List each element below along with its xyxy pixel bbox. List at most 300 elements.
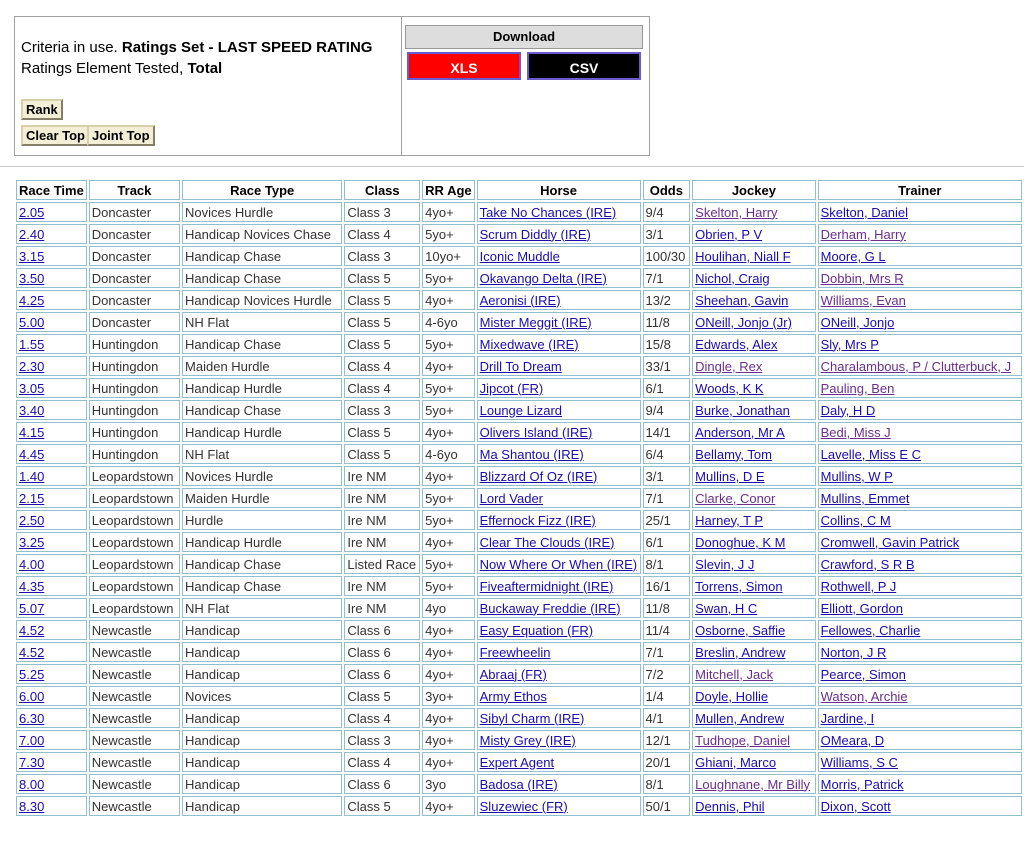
cell-race-type: Handicap Novices Chase (182, 224, 342, 244)
cell-horse (477, 378, 641, 398)
jockey-link[interactable]: Mitchell, Jack (695, 666, 774, 682)
cell-race-time (16, 378, 87, 398)
cell-rr-age: 4yo+ (422, 708, 474, 728)
trainer-link[interactable]: Lavelle, Miss E C (820, 446, 922, 462)
cell-horse (477, 796, 641, 816)
cell-horse (477, 554, 641, 574)
horse-link[interactable]: Drill To Dream (479, 358, 562, 374)
trainer-link[interactable]: Collins, C M (820, 512, 891, 528)
cell-race-type: Handicap Chase (182, 246, 342, 266)
jockey-link[interactable]: Anderson, Mr A (695, 424, 785, 440)
cell-odds: 8/1 (643, 554, 691, 574)
jockey-link[interactable]: Houlihan, Niall F (695, 248, 791, 264)
cell-rr-age: 4yo+ (422, 202, 474, 222)
cell-race-time (16, 268, 87, 288)
cell-race-time (16, 796, 87, 816)
cell-jockey (692, 620, 815, 640)
cell-race-type: Maiden Hurdle (182, 488, 342, 508)
jockey-link[interactable]: Mullen, Andrew (695, 710, 785, 726)
cell-odds: 11/4 (643, 620, 691, 640)
table-row (16, 488, 1022, 508)
trainer-link[interactable]: Watson, Archie (820, 688, 908, 704)
jockey-link[interactable]: Nichol, Craig (695, 270, 770, 286)
cell-class: Class 5 (344, 686, 420, 706)
column-header-race-type: Race Type (182, 180, 342, 200)
cell-track: Newcastle (89, 730, 180, 750)
cell-horse (477, 334, 641, 354)
trainer-link[interactable]: Mullins, W P (820, 468, 893, 484)
cell-jockey (692, 224, 815, 244)
cell-odds: 12/1 (643, 730, 691, 750)
cell-jockey (692, 642, 815, 662)
trainer-link[interactable]: Dixon, Scott (820, 798, 891, 814)
cell-horse (477, 620, 641, 640)
cell-trainer (818, 444, 1022, 464)
table-row (16, 356, 1022, 376)
cell-race-type: Novices (182, 686, 342, 706)
cell-jockey (692, 752, 815, 772)
race-time-link[interactable]: 3.25 (19, 534, 45, 550)
trainer-link[interactable]: Crawford, S R B (820, 556, 915, 572)
cell-class: Ire NM (344, 576, 420, 596)
race-time-link[interactable]: 3.40 (19, 402, 45, 418)
cell-race-time (16, 686, 87, 706)
table-row (16, 224, 1022, 244)
cell-jockey (692, 422, 815, 442)
cell-trainer (818, 554, 1022, 574)
cell-jockey (692, 796, 815, 816)
cell-odds: 20/1 (643, 752, 691, 772)
cell-rr-age: 4yo+ (422, 532, 474, 552)
horse-link[interactable]: Sibyl Charm (IRE) (479, 710, 585, 726)
cell-class: Class 3 (344, 202, 420, 222)
cell-rr-age: 5yo+ (422, 334, 474, 354)
cell-track: Doncaster (89, 312, 180, 332)
cell-class: Class 4 (344, 708, 420, 728)
cell-race-time (16, 246, 87, 266)
race-time-link[interactable]: 2.15 (19, 490, 45, 506)
table-row (16, 466, 1022, 486)
cell-class: Class 5 (344, 796, 420, 816)
jockey-link[interactable]: Doyle, Hollie (695, 688, 769, 704)
column-header-race-time: Race Time (16, 180, 87, 200)
jockey-link[interactable]: Skelton, Harry (695, 204, 778, 220)
cell-trainer (818, 334, 1022, 354)
trainer-link[interactable]: Moore, G L (820, 248, 886, 264)
race-time-link[interactable]: 1.55 (19, 336, 45, 352)
cell-jockey (692, 554, 815, 574)
cell-trainer (818, 686, 1022, 706)
race-time-link[interactable]: 5.07 (19, 600, 45, 616)
horse-link[interactable]: Sluzewiec (FR) (479, 798, 568, 814)
jockey-link[interactable]: Sheehan, Gavin (695, 292, 789, 308)
cell-rr-age: 5yo+ (422, 488, 474, 508)
cell-race-type: Handicap Hurdle (182, 378, 342, 398)
cell-rr-age: 4-6yo (422, 312, 474, 332)
horse-link[interactable]: Effernock Fizz (IRE) (479, 512, 596, 528)
csv-download-button[interactable]: CSV (527, 52, 641, 80)
cell-class: Class 6 (344, 620, 420, 640)
clear-top-button[interactable]: Clear Top (21, 125, 90, 146)
trainer-link[interactable]: Fellowes, Charlie (820, 622, 921, 638)
trainer-link[interactable]: Skelton, Daniel (820, 204, 909, 220)
cell-odds: 100/30 (643, 246, 691, 266)
cell-race-time (16, 334, 87, 354)
jockey-link[interactable]: Obrien, P V (695, 226, 763, 242)
rank-button[interactable]: Rank (21, 99, 63, 120)
race-time-link[interactable]: 2.30 (19, 358, 45, 374)
cell-rr-age: 4yo (422, 598, 474, 618)
table-row (16, 378, 1022, 398)
horse-link[interactable]: Okavango Delta (IRE) (479, 270, 607, 286)
cell-trainer (818, 532, 1022, 552)
cell-race-time (16, 532, 87, 552)
cell-rr-age: 4yo+ (422, 642, 474, 662)
cell-class: Class 5 (344, 444, 420, 464)
cell-class: Class 3 (344, 400, 420, 420)
race-time-link[interactable]: 3.50 (19, 270, 45, 286)
horse-link[interactable]: Scrum Diddly (IRE) (479, 226, 591, 242)
table-body (16, 202, 1022, 816)
trainer-link[interactable]: Charalambous, P / Clutterbuck, J (820, 358, 1012, 374)
horse-link[interactable]: Ma Shantou (IRE) (479, 446, 584, 462)
table-row (16, 642, 1022, 662)
cell-jockey (692, 466, 815, 486)
trainer-link[interactable]: Daly, H D (820, 402, 876, 418)
cell-race-type: Handicap (182, 730, 342, 750)
cell-jockey (692, 290, 815, 310)
cell-race-type: Handicap Hurdle (182, 532, 342, 552)
cell-rr-age: 4yo+ (422, 422, 474, 442)
race-time-link[interactable]: 4.52 (19, 644, 45, 660)
cell-rr-age: 5yo+ (422, 378, 474, 398)
cell-jockey (692, 202, 815, 222)
horse-link[interactable]: Jipcot (FR) (479, 380, 544, 396)
jockey-link[interactable]: Torrens, Simon (695, 578, 783, 594)
cell-class: Ire NM (344, 510, 420, 530)
race-time-link[interactable]: 4.25 (19, 292, 45, 308)
trainer-link[interactable]: Mullins, Emmet (820, 490, 910, 506)
cell-race-type: Handicap (182, 708, 342, 728)
cell-jockey (692, 312, 815, 332)
cell-odds: 3/1 (643, 466, 691, 486)
cell-odds: 4/1 (643, 708, 691, 728)
horse-link[interactable]: Olivers Island (IRE) (479, 424, 593, 440)
cell-race-type: Handicap Novices Hurdle (182, 290, 342, 310)
cell-odds: 15/8 (643, 334, 691, 354)
cell-track: Leopardstown (89, 510, 180, 530)
cell-odds: 9/4 (643, 400, 691, 420)
cell-race-time (16, 752, 87, 772)
joint-top-button[interactable]: Joint Top (87, 125, 155, 146)
horse-link[interactable]: Freewheelin (479, 644, 551, 660)
jockey-link[interactable]: Ghiani, Marco (695, 754, 777, 770)
cell-class: Class 4 (344, 224, 420, 244)
table-header-row (16, 180, 1022, 200)
race-time-link[interactable]: 4.15 (19, 424, 45, 440)
race-time-link[interactable]: 4.00 (19, 556, 45, 572)
trainer-link[interactable]: Morris, Patrick (820, 776, 904, 792)
cell-trainer (818, 664, 1022, 684)
cell-class: Ire NM (344, 466, 420, 486)
cell-rr-age: 5yo+ (422, 400, 474, 420)
cell-jockey (692, 444, 815, 464)
jockey-link[interactable]: Mullins, D E (695, 468, 765, 484)
cell-rr-age: 3yo+ (422, 686, 474, 706)
cell-race-type: Handicap Chase (182, 334, 342, 354)
horse-link[interactable]: Easy Equation (FR) (479, 622, 594, 638)
cell-class: Class 6 (344, 664, 420, 684)
race-time-link[interactable]: 6.30 (19, 710, 45, 726)
cell-track: Doncaster (89, 224, 180, 244)
jockey-link[interactable]: Slevin, J J (695, 556, 755, 572)
cell-horse (477, 290, 641, 310)
cell-horse (477, 466, 641, 486)
cell-jockey (692, 246, 815, 266)
cell-rr-age: 5yo+ (422, 510, 474, 530)
cell-class: Class 5 (344, 290, 420, 310)
race-time-link[interactable]: 3.15 (19, 248, 45, 264)
cell-jockey (692, 510, 815, 530)
cell-rr-age: 10yo+ (422, 246, 474, 266)
cell-rr-age: 4yo+ (422, 356, 474, 376)
trainer-link[interactable]: Williams, Evan (820, 292, 906, 308)
cell-odds: 25/1 (643, 510, 691, 530)
trainer-link[interactable]: Pearce, Simon (820, 666, 906, 682)
horse-link[interactable]: Now Where Or When (IRE) (479, 556, 638, 572)
cell-trainer (818, 312, 1022, 332)
table-row (16, 532, 1022, 552)
horse-link[interactable]: Mixedwave (IRE) (479, 336, 579, 352)
results-table (14, 178, 1024, 818)
cell-jockey (692, 488, 815, 508)
cell-race-time (16, 598, 87, 618)
cell-odds: 50/1 (643, 796, 691, 816)
cell-horse (477, 532, 641, 552)
cell-track: Huntingdon (89, 378, 180, 398)
cell-odds: 14/1 (643, 422, 691, 442)
jockey-link[interactable]: Bellamy, Tom (695, 446, 772, 462)
cell-rr-age: 4yo+ (422, 796, 474, 816)
horse-link[interactable]: Mister Meggit (IRE) (479, 314, 592, 330)
jockey-link[interactable]: ONeill, Jonjo (Jr) (695, 314, 792, 330)
race-time-link[interactable]: 6.00 (19, 688, 45, 704)
cell-odds: 1/4 (643, 686, 691, 706)
race-time-link[interactable]: 8.30 (19, 798, 45, 814)
cell-race-time (16, 356, 87, 376)
cell-horse (477, 444, 641, 464)
cell-rr-age: 5yo+ (422, 224, 474, 244)
table-row (16, 774, 1022, 794)
cell-trainer (818, 378, 1022, 398)
cell-trainer (818, 246, 1022, 266)
cell-horse (477, 202, 641, 222)
cell-track: Newcastle (89, 620, 180, 640)
cell-track: Doncaster (89, 290, 180, 310)
cell-class: Class 3 (344, 246, 420, 266)
cell-race-type: Hurdle (182, 510, 342, 530)
table-row (16, 796, 1022, 816)
trainer-link[interactable]: Norton, J R (820, 644, 887, 660)
cell-track: Leopardstown (89, 554, 180, 574)
cell-odds: 6/4 (643, 444, 691, 464)
horse-link[interactable]: Lounge Lizard (479, 402, 563, 418)
cell-trainer (818, 642, 1022, 662)
cell-rr-age: 4yo+ (422, 730, 474, 750)
race-time-link[interactable]: 5.25 (19, 666, 45, 682)
cell-trainer (818, 488, 1022, 508)
cell-horse (477, 752, 641, 772)
horse-link[interactable]: Take No Chances (IRE) (479, 204, 617, 220)
horse-link[interactable]: Fiveaftermidnight (IRE) (479, 578, 614, 594)
cell-race-type: Handicap (182, 752, 342, 772)
cell-horse (477, 268, 641, 288)
cell-odds: 13/2 (643, 290, 691, 310)
cell-jockey (692, 400, 815, 420)
horse-link[interactable]: Blizzard Of Oz (IRE) (479, 468, 598, 484)
horse-link[interactable]: Army Ethos (479, 688, 547, 704)
cell-class: Listed Race (344, 554, 420, 574)
table-row (16, 664, 1022, 684)
horse-link[interactable]: Expert Agent (479, 754, 555, 770)
jockey-link[interactable]: Harney, T P (695, 512, 764, 528)
xls-download-button[interactable]: XLS (407, 52, 521, 80)
cell-track: Leopardstown (89, 466, 180, 486)
race-time-link[interactable]: 8.00 (19, 776, 45, 792)
race-time-link[interactable]: 2.05 (19, 204, 45, 220)
race-time-link[interactable]: 2.40 (19, 226, 45, 242)
jockey-link[interactable]: Swan, H C (695, 600, 758, 616)
horse-link[interactable]: Lord Vader (479, 490, 543, 506)
table-row (16, 246, 1022, 266)
jockey-link[interactable]: Edwards, Alex (695, 336, 778, 352)
jockey-link[interactable]: Burke, Jonathan (695, 402, 790, 418)
trainer-link[interactable]: Elliott, Gordon (820, 600, 903, 616)
cell-race-time (16, 422, 87, 442)
table-row (16, 202, 1022, 222)
cell-trainer (818, 730, 1022, 750)
cell-trainer (818, 466, 1022, 486)
race-time-link[interactable]: 4.45 (19, 446, 45, 462)
cell-class: Class 3 (344, 730, 420, 750)
cell-race-type: Handicap Chase (182, 554, 342, 574)
trainer-link[interactable]: Sly, Mrs P (820, 336, 879, 352)
cell-track: Huntingdon (89, 400, 180, 420)
cell-race-time (16, 312, 87, 332)
cell-odds: 7/1 (643, 268, 691, 288)
cell-horse (477, 356, 641, 376)
cell-odds: 7/1 (643, 642, 691, 662)
jockey-link[interactable]: Donoghue, K M (695, 534, 786, 550)
cell-trainer (818, 202, 1022, 222)
trainer-link[interactable]: Bedi, Miss J (820, 424, 891, 440)
cell-race-time (16, 642, 87, 662)
cell-track: Doncaster (89, 268, 180, 288)
horse-link[interactable]: Aeronisi (IRE) (479, 292, 561, 308)
trainer-link[interactable]: OMeara, D (820, 732, 885, 748)
cell-horse (477, 422, 641, 442)
cell-trainer (818, 422, 1022, 442)
jockey-link[interactable]: Dingle, Rex (695, 358, 763, 374)
cell-jockey (692, 598, 815, 618)
cell-race-type: Handicap Chase (182, 400, 342, 420)
cell-rr-age: 5yo+ (422, 554, 474, 574)
horse-link[interactable]: Clear The Clouds (IRE) (479, 534, 615, 550)
trainer-link[interactable]: Williams, S C (820, 754, 898, 770)
trainer-link[interactable]: ONeill, Jonjo (820, 314, 895, 330)
race-time-link[interactable]: 4.35 (19, 578, 45, 594)
cell-race-type: NH Flat (182, 312, 342, 332)
cell-horse (477, 642, 641, 662)
trainer-link[interactable]: Rothwell, P J (820, 578, 897, 594)
cell-track: Leopardstown (89, 576, 180, 596)
race-time-link[interactable]: 5.00 (19, 314, 45, 330)
table-row (16, 598, 1022, 618)
jockey-link[interactable]: Osborne, Saffie (695, 622, 786, 638)
cell-odds: 16/1 (643, 576, 691, 596)
race-time-link[interactable]: 1.40 (19, 468, 45, 484)
race-time-link[interactable]: 2.50 (19, 512, 45, 528)
horse-link[interactable]: Badosa (IRE) (479, 776, 558, 792)
cell-odds: 11/8 (643, 598, 691, 618)
cell-race-type: Handicap (182, 796, 342, 816)
cell-trainer (818, 620, 1022, 640)
cell-track: Leopardstown (89, 598, 180, 618)
cell-odds: 6/1 (643, 378, 691, 398)
horse-link[interactable]: Abraaj (FR) (479, 666, 547, 682)
trainer-link[interactable]: Derham, Harry (820, 226, 906, 242)
horse-link[interactable]: Misty Grey (IRE) (479, 732, 576, 748)
criteria-label: Criteria in use. (21, 39, 122, 56)
download-title: Download (405, 25, 643, 49)
jockey-link[interactable]: Clarke, Conor (695, 490, 776, 506)
cell-race-time (16, 202, 87, 222)
jockey-link[interactable]: Breslin, Andrew (695, 644, 786, 660)
horse-link[interactable]: Buckaway Freddie (IRE) (479, 600, 621, 616)
cell-trainer (818, 774, 1022, 794)
race-time-link[interactable]: 4.52 (19, 622, 45, 638)
race-time-link[interactable]: 7.00 (19, 732, 45, 748)
cell-jockey (692, 378, 815, 398)
trainer-link[interactable]: Dobbin, Mrs R (820, 270, 904, 286)
cell-jockey (692, 708, 815, 728)
cell-rr-age: 5yo+ (422, 268, 474, 288)
trainer-link[interactable]: Pauling, Ben (820, 380, 895, 396)
trainer-link[interactable]: Cromwell, Gavin Patrick (820, 534, 960, 550)
cell-race-time (16, 488, 87, 508)
race-time-link[interactable]: 7.30 (19, 754, 45, 770)
element-value: Total (187, 60, 223, 77)
cell-rr-age: 3yo (422, 774, 474, 794)
horse-link[interactable]: Iconic Muddle (479, 248, 560, 264)
cell-race-time (16, 576, 87, 596)
table-row (16, 312, 1022, 332)
race-time-link[interactable]: 3.05 (19, 380, 45, 396)
cell-class: Class 5 (344, 312, 420, 332)
jockey-link[interactable]: Loughnane, Mr Billy (695, 776, 811, 792)
table-row (16, 686, 1022, 706)
jockey-link[interactable]: Woods, K K (695, 380, 764, 396)
cell-trainer (818, 356, 1022, 376)
jockey-link[interactable]: Tudhope, Daniel (695, 732, 791, 748)
cell-race-type: Handicap Chase (182, 576, 342, 596)
trainer-link[interactable]: Jardine, I (820, 710, 875, 726)
jockey-link[interactable]: Dennis, Phil (695, 798, 765, 814)
cell-race-time (16, 290, 87, 310)
cell-trainer (818, 224, 1022, 244)
cell-class: Class 5 (344, 268, 420, 288)
column-header-horse: Horse (477, 180, 641, 200)
